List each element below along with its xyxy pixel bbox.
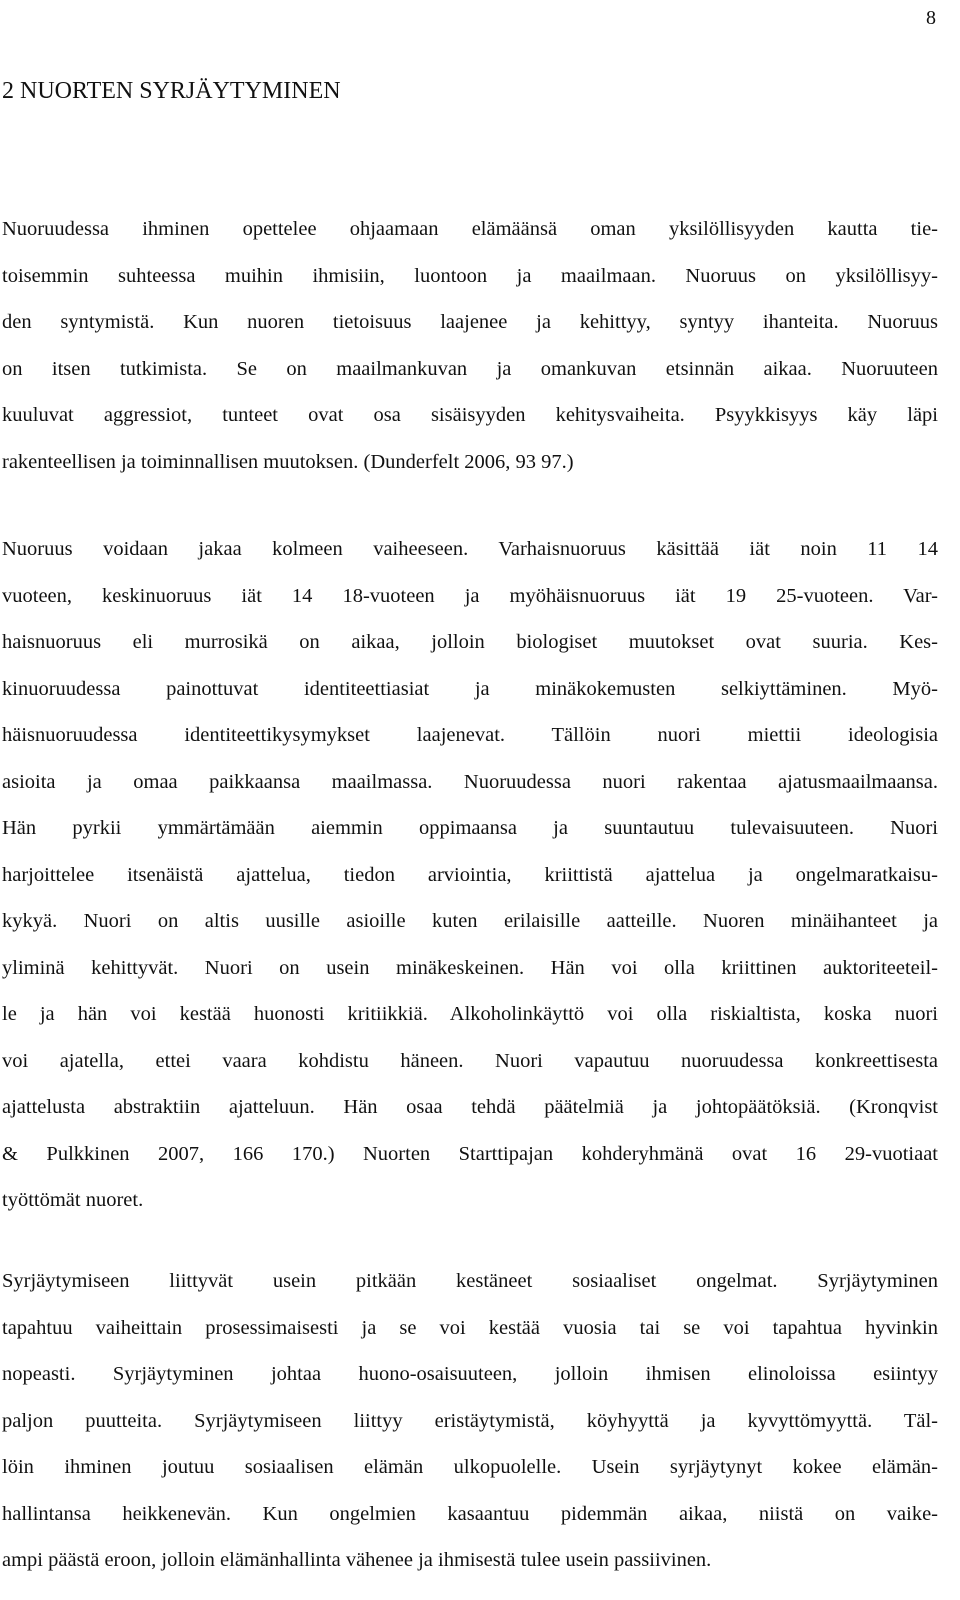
paragraph-line: ajattelusta abstraktiin ajatteluun. Hän osaa tehdä päätelmiä ja johtopäätöksiä. (Kronqvist [2,1096,938,1118]
paragraph-line: ampi päästä eroon, jolloin elämänhallinta vähenee ja ihmisestä tulee usein passiivinen. [2,1549,712,1571]
paragraph-line: paljon puutteita. Syrjäytymiseen liittyy eristäytymistä, köyhyyttä ja kyvyttömyyttä. Täl- [2,1409,938,1432]
paragraph-line: Nuoruudessa ihminen opettelee ohjaamaan elämäänsä oman yksilöllisyyden kautta tie- [2,218,938,240]
paragraph-line: voi ajatella, ettei vaara kohdistu häneen. Nuori vapautuu nuoruudessa konkreettisesta [2,1049,938,1072]
paragraph-line: kinuoruudessa painottuvat identiteettiasiat ja minäkokemusten selkiyttäminen. Myö- [2,677,938,700]
paragraph-2 [2,526,938,1224]
paragraph-line: vuoteen, keskinuoruus iät 14 18-vuoteen ja myöhäisnuoruus iät 19 25-vuoteen. Var- [2,584,938,607]
paragraph-line: harjoittelee itsenäistä ajattelua, tiedon arviointia, kriittistä ajattelua ja ongelmaratkaisu- [2,863,938,886]
paragraph-line: Syrjäytymiseen liittyvät usein pitkään kestäneet sosiaaliset ongelmat. Syrjäytyminen [2,1270,938,1292]
paragraph-line: toisemmin suhteessa muihin ihmisiin, luontoon ja maailmaan. Nuoruus on yksilöllisyy- [2,264,938,287]
paragraph-3 [2,1258,938,1584]
paragraph-1 [2,206,938,485]
paragraph-line: yliminä kehittyvät. Nuori on usein minäkeskeinen. Hän voi olla kriittinen auktoriteeteil- [2,956,938,979]
paragraph-line: häisnuoruudessa identiteettikysymykset laajenevat. Tällöin nuori miettii ideologisia [2,724,938,746]
paragraph-line: kuuluvat aggressiot, tunteet ovat osa sisäisyyden kehitysvaiheita. Psyykkisyys käy läpi [2,404,938,426]
paragraph-line: hallintansa heikkenevän. Kun ongelmien kasaantuu pidemmän aikaa, niistä on vaike- [2,1502,938,1525]
paragraph-line: nopeasti. Syrjäytyminen johtaa huono-osaisuuteen, jolloin ihmisen elinoloissa esiintyy [2,1363,938,1385]
paragraph-line: löin ihminen joutuu sosiaalisen elämän ulkopuolelle. Usein syrjäytynyt kokee elämän- [2,1456,938,1478]
paragraph-line: den syntymistä. Kun nuoren tietoisuus laajenee ja kehittyy, syntyy ihanteita. Nuoruus [2,311,938,333]
paragraph-line: & Pulkkinen 2007, 166 170.) Nuorten Starttipajan kohderyhmänä ovat 16 29-vuotiaat [2,1142,938,1165]
chapter-heading: 2 NUORTEN SYRJÄYTYMINEN [2,78,341,104]
paragraph-line: rakenteellisen ja toiminnallisen muutoksen. (Dunderfelt 2006, 93 97.) [2,450,574,473]
paragraph-line: asioita ja omaa paikkaansa maailmassa. Nuoruudessa nuori rakentaa ajatusmaailmaansa. [2,770,938,793]
paragraph-line: Hän pyrkii ymmärtämään aiemmin oppimaansa ja suuntautuu tulevaisuuteen. Nuori [2,817,938,839]
paragraph-line: tapahtuu vaiheittain prosessimaisesti ja se voi kestää vuosia tai se voi tapahtua hyvinkin [2,1316,938,1339]
paragraph-line: kykyä. Nuori on altis uusille asioille kuten erilaisille aatteille. Nuoren minäihanteet ja [2,910,938,932]
paragraph-line: haisnuoruus eli murrosikä on aikaa, jolloin biologiset muutokset ovat suuria. Kes- [2,631,938,653]
paragraph-line: le ja hän voi kestää huonosti kritiikkiä. Alkoholinkäyttö voi olla riskialtista, koska nuori [2,1003,938,1025]
paragraph-line: on itsen tutkimista. Se on maailmankuvan ja omankuvan etsinnän aikaa. Nuoruuteen [2,357,938,380]
page-number: 8 [926,7,936,29]
paragraph-line: Nuoruus voidaan jakaa kolmeen vaiheeseen. Varhaisnuoruus käsittää iät noin 11 14 [2,538,938,560]
paragraph-line: työttömät nuoret. [2,1189,144,1211]
